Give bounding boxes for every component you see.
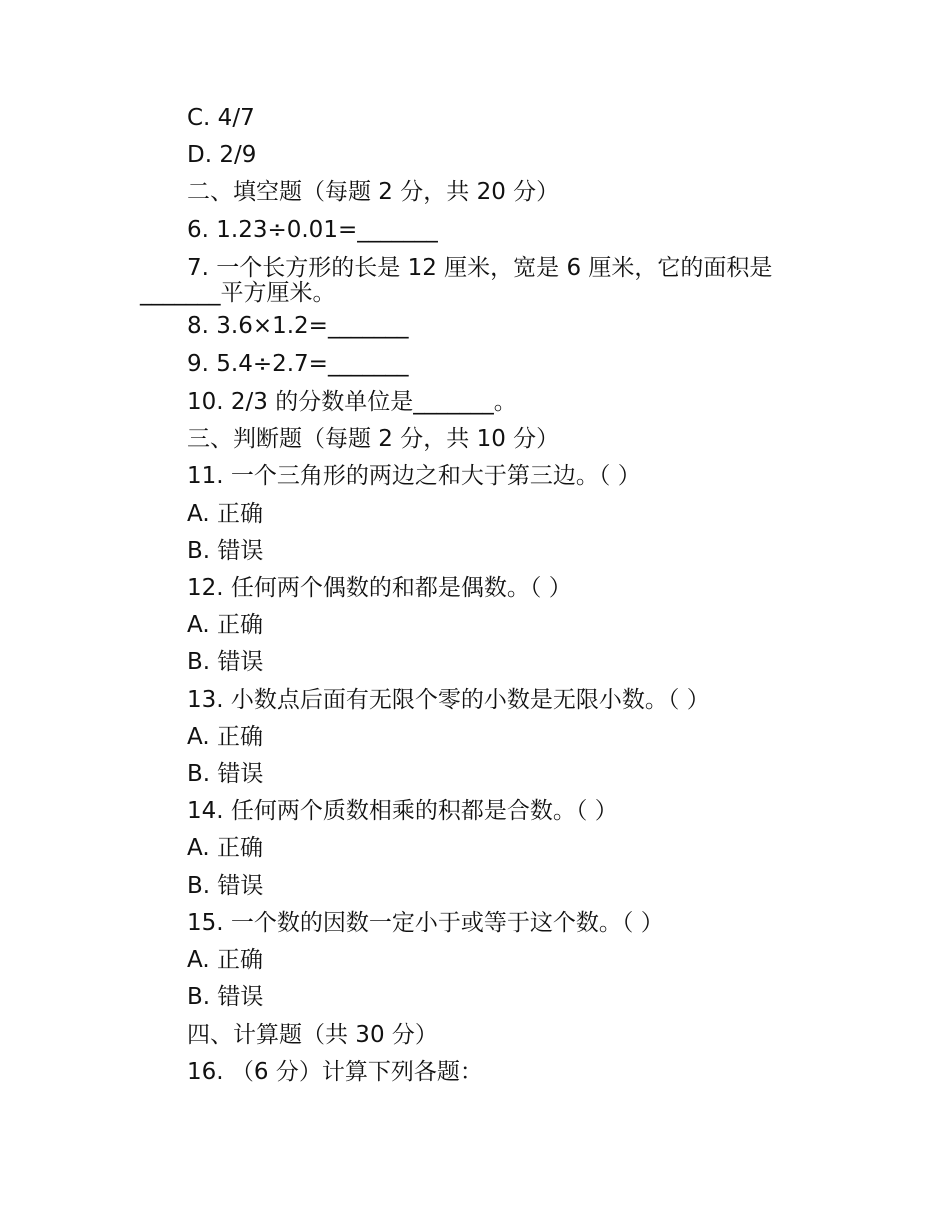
option-c: C. 4/7 [187, 105, 255, 131]
section-heading-fill-in: 二、填空题（每题 2 分，共 20 分） [187, 179, 560, 205]
question-13-option-a: A. 正确 [187, 724, 263, 750]
question-11: 11. 一个三角形的两边之和大于第三边。（ ） [187, 463, 641, 489]
question-12: 12. 任何两个偶数的和都是偶数。（ ） [187, 575, 572, 601]
question-13-option-b: B. 错误 [187, 761, 264, 787]
question-12-option-a: A. 正确 [187, 612, 263, 638]
question-6: 6. 1.23÷0.01=_______ [187, 217, 438, 243]
question-9: 9. 5.4÷2.7=_______ [187, 351, 409, 377]
question-12-option-b: B. 错误 [187, 649, 264, 675]
question-8: 8. 3.6×1.2=_______ [187, 313, 409, 339]
question-14-option-b: B. 错误 [187, 873, 264, 899]
question-11-option-b: B. 错误 [187, 538, 264, 564]
question-14: 14. 任何两个质数相乘的积都是合数。（ ） [187, 798, 618, 824]
question-15-option-b: B. 错误 [187, 984, 264, 1010]
question-15-option-a: A. 正确 [187, 947, 263, 973]
section-heading-calculation: 四、计算题（共 30 分） [187, 1022, 438, 1048]
question-13: 13. 小数点后面有无限个零的小数是无限小数。（ ） [187, 687, 710, 713]
question-11-option-a: A. 正确 [187, 501, 263, 527]
question-14-option-a: A. 正确 [187, 835, 263, 861]
question-16: 16. （6 分）计算下列各题： [187, 1059, 483, 1085]
question-15: 15. 一个数的因数一定小于或等于这个数。（ ） [187, 910, 664, 936]
question-7: 7. 一个长方形的长是 12 厘米，宽是 6 厘米，它的面积是 [187, 255, 773, 281]
question-7-continued: _______平方厘米。 [140, 280, 336, 306]
question-10: 10. 2/3 的分数单位是_______。 [187, 389, 517, 415]
option-d: D. 2/9 [187, 142, 257, 168]
section-heading-true-false: 三、判断题（每题 2 分，共 10 分） [187, 426, 560, 452]
